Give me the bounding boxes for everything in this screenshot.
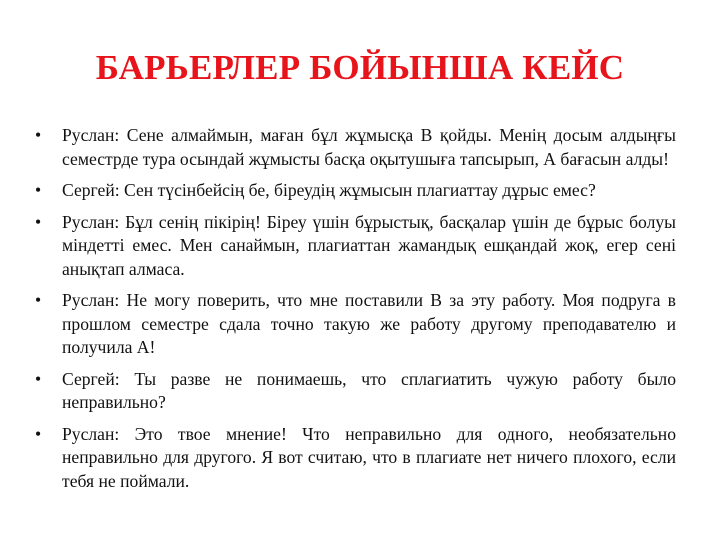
bullet-text: Руслан: Сене алмаймын, маған бұл жұмысқа B қойды. Менің досым алдыңғы семестрде тура осындай жұмысты басқа оқытушыға тапсырып, А бағасын алды! (62, 125, 676, 169)
bullet-icon: • (35, 211, 42, 232)
slide-title: БАРЬЕРЛЕР БОЙЫНША КЕЙС (95, 48, 625, 87)
bullet-text: Руслан: Бұл сенің пікірің! Біреу үшін бұрыстық, басқалар үшін де бұрыс болуы міндетті емес. Мен санаймын, плагиаттан жамандық ешқандай жоқ, егер сені анықтап алмаса. (62, 211, 676, 279)
bullet-text: Руслан: Не могу поверить, что мне поставили В за эту работу. Моя подруга в прошлом семестре сдала точно такую же работу другому преподавателю и получила А! (62, 290, 676, 357)
bullet-text: Руслан: Это твое мнение! Что неправильно для одного, необязательно неправильно для другого. Я вот считаю, что в плагиате нет ничего плохого, если тебя не поймали. (62, 423, 676, 491)
bullet-list (35, 124, 676, 501)
bullet-icon: • (35, 290, 42, 310)
bullet-icon: • (35, 368, 42, 389)
bullet-text: Сергей: Сен түсінбейсің бе, біреудің жұмысын плагиаттау дұрыс емес? (62, 180, 596, 200)
bullet-icon: • (35, 125, 42, 145)
bullet-item (35, 179, 676, 203)
bullet-icon: • (35, 180, 42, 200)
bullet-item (35, 368, 676, 415)
bullet-item (35, 423, 676, 494)
bullet-item (35, 289, 676, 360)
bullet-icon: • (35, 423, 42, 444)
bullet-item (35, 211, 676, 282)
bullet-item (35, 124, 676, 171)
bullet-text: Сергей: Ты разве не понимаешь, что сплагиатить чужую работу было неправильно? (62, 368, 676, 412)
